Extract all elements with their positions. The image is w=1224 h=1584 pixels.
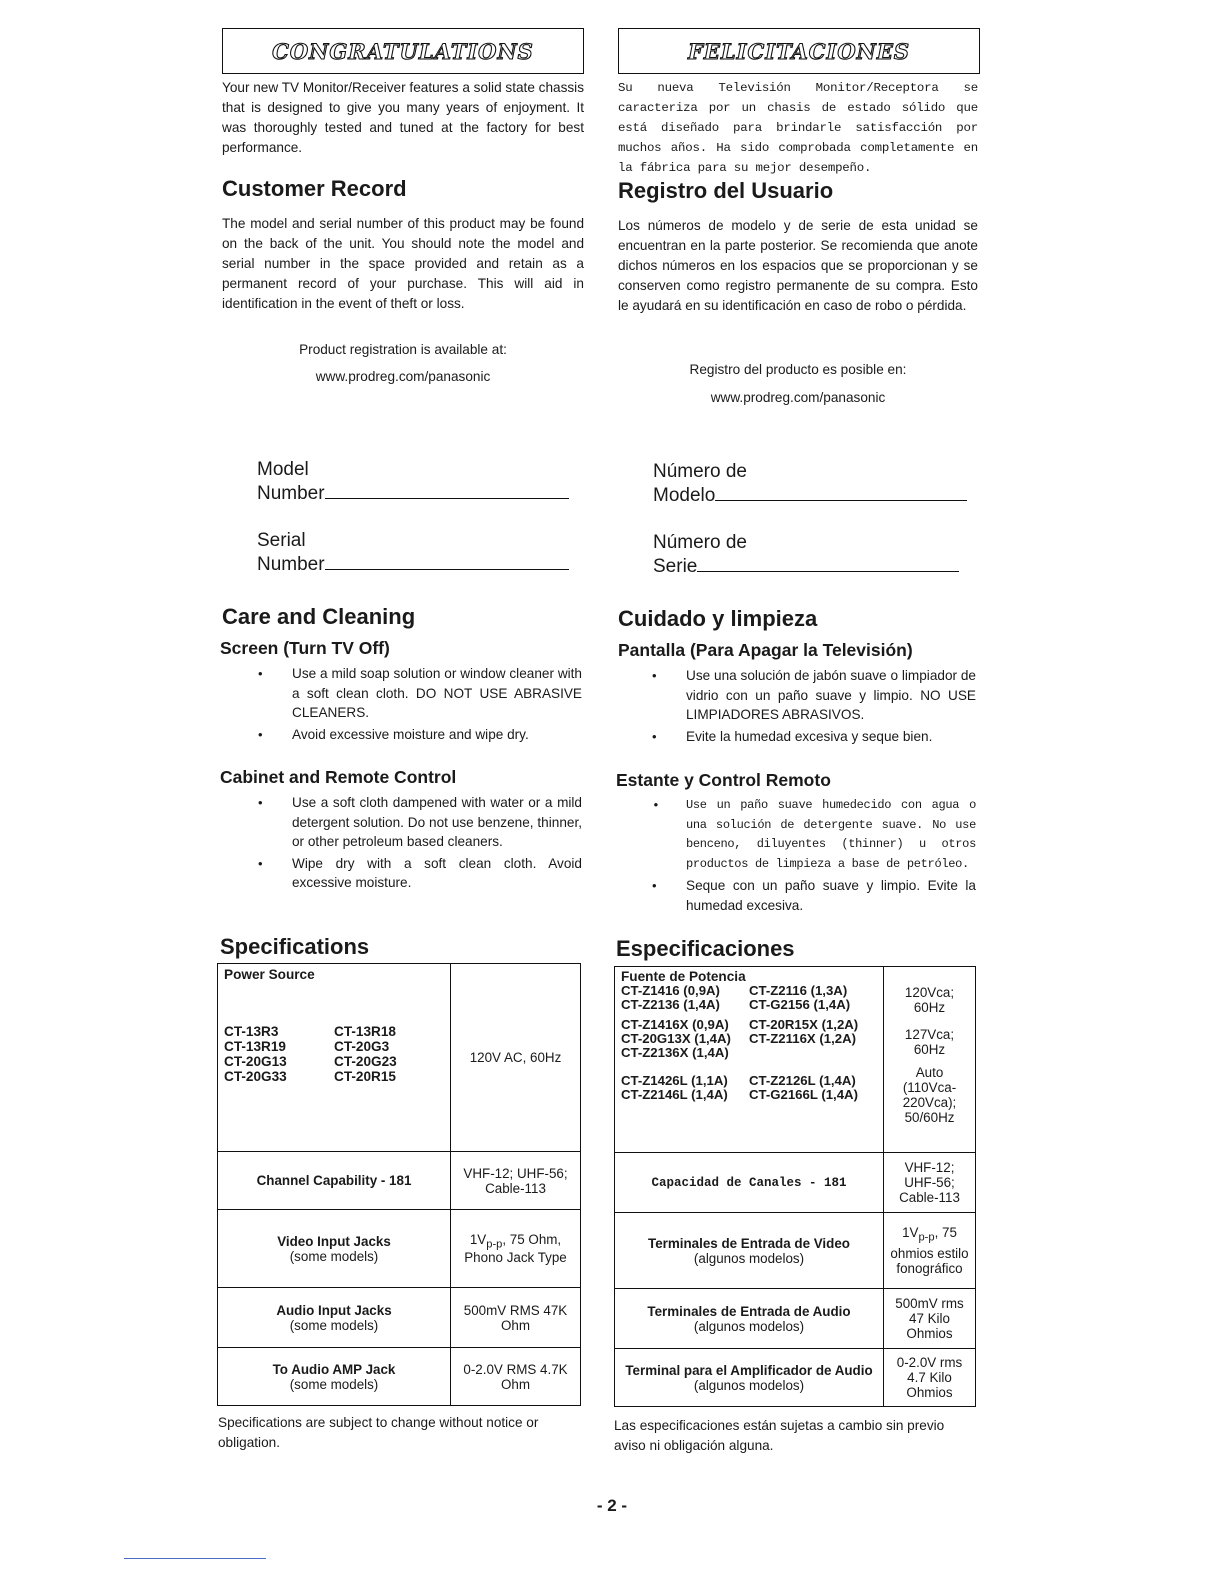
list-item: • Use a soft cloth dampened with water or a mild detergent solution. Do not use benzene, thinner, or other petroleum based cleaners. <box>220 793 582 852</box>
list-item: • Use a mild soap solution or window cleaner with a soft clean cloth. DO NOT USE ABRASIVE CLEANERS. <box>220 664 582 723</box>
table-row <box>218 1348 581 1406</box>
customer-record-title: Registro del Usuario <box>618 178 834 203</box>
list-item: • Avoid excessive moisture and wipe dry. <box>220 725 582 745</box>
model-name: CT-20G33 <box>224 1069 287 1084</box>
channel-value: VHF-12; UHF-56; Cable-113 <box>451 1152 581 1210</box>
page-number: - 2 - <box>596 1496 628 1515</box>
audio-label: Audio Input Jacks <box>276 1302 392 1318</box>
model-name: CT-G2156 (1,4A) <box>749 997 851 1012</box>
model-name: CT-20G3 <box>334 1039 390 1054</box>
list-item: • Seque con un paño suave y limpio. Evite la humedad excesiva. <box>614 876 976 915</box>
model-name: CT-Z2126L (1,4A) <box>749 1073 856 1088</box>
model-name: CT-20G13X (1,4A) <box>621 1031 731 1046</box>
model-group-2 <box>621 1018 877 1060</box>
specifications-note: Las especificaciones están sujetas a cambio sin previo aviso ni obligación alguna. <box>614 1418 945 1453</box>
screen-title: Pantalla (Para Apagar la Televisión) <box>618 640 913 660</box>
model-number-field <box>653 460 967 508</box>
audio-label-cell <box>218 1288 451 1348</box>
audio-sub: (some models) <box>289 1317 379 1333</box>
audio-label-cell <box>615 1289 884 1349</box>
video-label: Terminales de Entrada de Video <box>648 1235 850 1251</box>
serial-label-line2: Number <box>257 554 325 575</box>
model-label-line2: Number <box>257 483 325 504</box>
care-title: Care and Cleaning <box>222 604 416 629</box>
power-value: 120V AC, 60Hz <box>451 964 581 1152</box>
screen-list <box>220 664 582 746</box>
amp-sub: (some models) <box>289 1376 379 1392</box>
cabinet-title: Estante y Control Remoto <box>616 770 831 790</box>
cabinet-list <box>220 793 582 895</box>
intro-text: Su nueva Televisión Monitor/Receptora se caracteriza por un chasis de estado sólido que está diseñado para brindarle satisfacción por muchos años. Ha sido comprobada completamente en la fábrica para su mejor desempeño. <box>618 81 978 175</box>
model-list <box>224 1024 444 1084</box>
model-group-3 <box>621 1074 877 1102</box>
power-value-2: 127Vca; 60Hz <box>904 1027 955 1057</box>
congratulations-title: CONGRATULATIONS <box>272 38 534 64</box>
power-source-cell <box>615 967 884 1153</box>
model-label-line2: Modelo <box>653 485 716 506</box>
intro-text: Your new TV Monitor/Receiver features a solid state chassis that is designed to give you many years of enjoyment. It was thoroughly tested and tuned at the factory for best performance. <box>222 80 584 155</box>
model-name: CT-13R19 <box>224 1039 286 1054</box>
video-value-cell <box>884 1213 976 1289</box>
model-name: CT-Z2136 (1,4A) <box>621 997 720 1012</box>
amp-label: Terminal para el Amplificador de Audio <box>625 1362 873 1378</box>
power-values-cell <box>884 967 976 1153</box>
power-value-1: 120Vca; 60Hz <box>904 985 955 1015</box>
video-sub: (algunos modelos) <box>693 1250 805 1266</box>
specifications-title: Especificaciones <box>616 936 795 961</box>
specifications-note: Specifications are subject to change without notice or obligation. <box>218 1415 539 1450</box>
specifications-table <box>217 963 581 1406</box>
video-value-cell <box>451 1210 581 1288</box>
serial-number-field <box>653 531 959 579</box>
table-row <box>615 1153 976 1213</box>
amp-label-cell <box>218 1348 451 1406</box>
power-source-cell <box>218 964 451 1152</box>
model-name: CT-20R15 <box>334 1069 396 1084</box>
model-label-line1: Model <box>257 459 309 480</box>
care-title: Cuidado y limpieza <box>618 606 818 631</box>
channel-value: VHF-12; UHF-56; Cable-113 <box>884 1153 976 1213</box>
list-item: • Wipe dry with a soft clean cloth. Avoid excessive moisture. <box>220 854 582 893</box>
audio-value: 500mV rms 47 Kilo Ohmios <box>884 1289 976 1349</box>
registration-url: www.prodreg.com/panasonic <box>315 369 491 384</box>
amp-label: To Audio AMP Jack <box>272 1361 396 1377</box>
audio-value: 500mV RMS 47K Ohm <box>451 1288 581 1348</box>
table-row <box>218 1288 581 1348</box>
serial-label-line1: Serial <box>257 530 306 551</box>
video-value-a: 1V <box>902 1225 919 1241</box>
amp-sub: (algunos modelos) <box>693 1377 805 1393</box>
model-name: CT-20G13 <box>224 1054 287 1069</box>
power-source-label: Power Source <box>224 967 315 982</box>
serial-label-line2: Serie <box>653 556 698 577</box>
model-name: CT-13R18 <box>334 1024 396 1039</box>
felicitaciones-title: FELICITACIONES <box>687 38 910 64</box>
channel-label: Channel Capability - 181 <box>218 1152 451 1210</box>
table-row <box>218 1152 581 1210</box>
video-value-sub: p-p <box>918 1231 935 1244</box>
registration-text: Product registration is available at: <box>299 342 507 357</box>
serial-label-line1: Número de <box>653 532 747 553</box>
customer-record-text: Los números de modelo y de serie de esta unidad se encuentran en la parte posterior. Se recomienda que anote dichos números en los espacios que se proporcionan y se conserven como registro permanente de su compra. Esto le ayudará en su identificación en caso de robo o pérdida. <box>618 218 978 313</box>
footer-rule <box>124 1558 266 1559</box>
table-row <box>615 1289 976 1349</box>
customer-record-title: Customer Record <box>222 176 407 201</box>
audio-label: Terminales de Entrada de Audio <box>647 1303 851 1319</box>
model-name: CT-Z1416X (0,9A) <box>621 1017 729 1032</box>
power-source-label: Fuente de Potencia <box>621 969 746 984</box>
video-value-sub: p-p <box>486 1238 503 1251</box>
screen-list <box>614 666 976 748</box>
video-value-b: , 75 ohmios estilo fonográfico <box>890 1225 969 1276</box>
model-number-blank[interactable] <box>325 496 569 499</box>
table-row <box>218 1210 581 1288</box>
model-name: CT-20R15X (1,2A) <box>749 1017 859 1032</box>
power-value-3: Auto (110Vca-220Vca); 50/60Hz <box>902 1065 957 1125</box>
model-name: CT-Z1416 (0,9A) <box>621 983 720 998</box>
amp-value: 0-2.0V RMS 4.7K Ohm <box>451 1348 581 1406</box>
table-row <box>218 964 581 1152</box>
serial-number-field <box>257 529 569 577</box>
video-value-b: , 75 Ohm, Phono Jack Type <box>464 1231 567 1266</box>
cabinet-list <box>614 796 976 917</box>
customer-record-text: The model and serial number of this product may be found on the back of the unit. You should note the model and serial number in the space provided and retain as a permanent record of your purchase. This will aid in identification in the event of theft or loss. <box>222 216 584 311</box>
model-name: CT-Z2136X (1,4A) <box>621 1045 729 1060</box>
model-name: CT-13R3 <box>224 1024 279 1039</box>
felicitaciones-banner <box>618 28 980 74</box>
video-label-cell <box>218 1210 451 1288</box>
video-label-cell <box>615 1213 884 1289</box>
model-name: CT-Z2146L (1,4A) <box>621 1087 728 1102</box>
video-value-a: 1V <box>469 1231 487 1247</box>
model-name: CT-G2166L (1,4A) <box>749 1087 858 1102</box>
screen-title: Screen (Turn TV Off) <box>220 638 390 658</box>
video-sub: (some models) <box>289 1248 379 1264</box>
registration-url: www.prodreg.com/panasonic <box>710 390 886 405</box>
table-row <box>615 1213 976 1289</box>
model-name: CT-Z1426L (1,1A) <box>621 1073 728 1088</box>
specifications-title: Specifications <box>220 934 370 959</box>
list-item: • Evite la humedad excesiva y seque bien. <box>614 727 976 747</box>
video-label: Video Input Jacks <box>277 1233 391 1249</box>
congratulations-banner <box>222 28 584 74</box>
table-row <box>615 967 976 1153</box>
model-name: CT-Z2116X (1,2A) <box>749 1031 857 1046</box>
audio-sub: (algunos modelos) <box>693 1318 805 1334</box>
channel-label: Capacidad de Canales - 181 <box>615 1153 884 1213</box>
model-name: CT-20G23 <box>334 1054 397 1069</box>
model-name: CT-Z2116 (1,3A) <box>749 983 848 998</box>
amp-value: 0-2.0V rms 4.7 Kilo Ohmios <box>884 1349 976 1407</box>
table-row <box>615 1349 976 1407</box>
serial-number-blank[interactable] <box>325 567 569 570</box>
list-item: • Use una solución de jabón suave o limpiador de vidrio con un paño suave y limpio. NO USE LIMPIADORES ABRASIVOS. <box>614 666 976 725</box>
serial-number-blank[interactable] <box>697 569 959 572</box>
model-label-line1: Número de <box>653 461 747 482</box>
model-group-1 <box>621 984 877 1012</box>
model-number-field <box>257 458 569 506</box>
cabinet-title: Cabinet and Remote Control <box>220 767 457 787</box>
amp-label-cell <box>615 1349 884 1407</box>
specifications-table <box>614 966 976 1407</box>
registration-text: Registro del producto es posible en: <box>689 362 907 377</box>
list-item: • Use un paño suave humedecido con agua o una solución de detergente suave. No use benceno, diluyentes (thinner) u otros productos de limpieza a base de petróleo. <box>614 796 976 874</box>
model-number-blank[interactable] <box>715 498 967 501</box>
